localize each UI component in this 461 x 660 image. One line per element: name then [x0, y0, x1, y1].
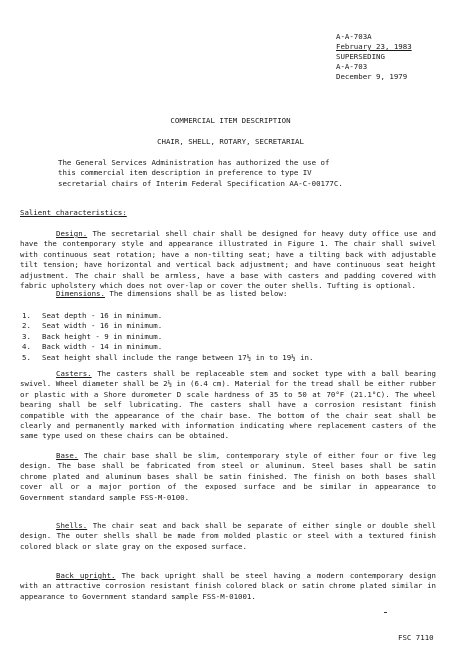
design-label: Design.: [56, 229, 88, 238]
back-upright-label: Back upright.: [56, 571, 116, 580]
scan-mark: [384, 612, 387, 613]
doc-id: A-A-703A: [336, 32, 372, 41]
casters-paragraph: Casters. The casters shall be replaceable stem and socket type with a ball bearing swivel. Wheel diameter shall be 2½ in (6.4 cm). Material for the tread shall be either rubber or plastic with a Shore durometer D scale hardness of 35 to 50 at 70°F (21.1°C). The wheel bearing shall be self lubricating. The casters shall have a corrosion resistant finish compatible with the appearance of the chair base. The bottom of the chair seat shall be clearly and permanently marked with information indicating where replacement casters of the same type used on these chairs can be obtained.: [20, 369, 436, 441]
dimensions-paragraph: Dimensions. The dimensions shall be as listed below:: [56, 289, 288, 298]
base-paragraph: Base. The chair base shall be slim, contemporary style of either four or five leg design. The base shall be fabricated from steel or aluminum. Steel bases shall be satin chrome plated and aluminum bases shall be satin finished. The finish on both bases shall cover all or a major portion of the exposed surface and be similar in appearance to Government standard sample FSS-M-0100.: [20, 451, 437, 502]
intro-paragraph: The General Services Administration has authorized the use of this commercial item description in preference to type IV secretarial chairs of Interim Federal Specification AA-C-00177C.: [58, 158, 343, 188]
base-label: Base.: [56, 451, 79, 460]
back-upright-paragraph: Back upright. The back upright shall be steel having a modern contemporary design with an attractive corrosion resistant finish colored black or satin chrome plated similar in appearance to Government standard sample FSS-M-01001.: [20, 571, 436, 601]
casters-label: Casters.: [56, 369, 92, 378]
document-subtitle: CHAIR, SHELL, ROTARY, SECRETARIAL: [157, 137, 304, 146]
fsc-code: FSC 7110: [398, 633, 434, 642]
shells-label: Shells.: [56, 521, 88, 530]
list-item: 1. Seat depth - 16 in minimum.: [22, 311, 163, 320]
superseded-date: December 9, 1979: [336, 72, 408, 81]
doc-date: February 23, 1983: [336, 42, 412, 51]
shells-paragraph: Shells. The chair seat and back shall be separate of either single or double shell design. The outer shells shall be made from molded plastic or steel with a textured finish colored black or slate gray on the exposed surface.: [20, 521, 436, 551]
document-header: [336, 32, 456, 82]
list-item: 2. Seat width - 16 in minimum.: [22, 321, 163, 331]
salient-heading: Salient characteristics:: [20, 208, 127, 217]
superseding-label: SUPERSEDING: [336, 52, 385, 61]
list-item: 4. Back width - 14 in minimum.: [22, 342, 163, 352]
design-paragraph: Design. The secretarial shell chair shall be designed for heavy duty office use and have the contemporary style and appearance illustrated in Figure 1. The chair shall swivel with continuous seat rotation; have a non-tilting seat; have a tilting back with adjustable tilt tension; have horizontal and vertical back adjustment; and have continuous seat height adjustment. The chair shall be armless, have a base with casters and padding covered with fabric upholstery which does not over-lap or cover the outer shells. Tufting is optional.: [20, 229, 437, 291]
dimensions-label: Dimensions.: [56, 289, 105, 298]
document-title: COMMERCIAL ITEM DESCRIPTION: [170, 116, 291, 125]
dimensions-list: [22, 311, 422, 363]
list-item: 3. Back height - 9 in minimum.: [22, 331, 163, 341]
list-item: 5. Seat height shall include the range between 17½ in to 19½ in.: [22, 352, 314, 362]
superseded-id: A-A-703: [336, 62, 368, 71]
